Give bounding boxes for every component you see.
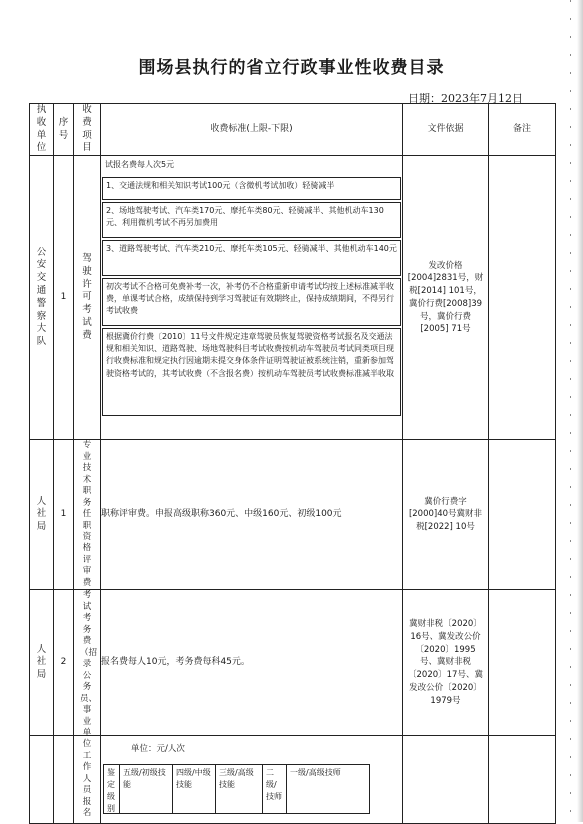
level-3: 三级/高级技能 xyxy=(215,764,263,814)
row-basis: 冀价行费字[2000]40号冀财非税[2022] 10号 xyxy=(403,440,489,590)
row-item: 专业技术职务任职资格评审费 xyxy=(74,440,101,590)
header-standard: 收费标准(上限-下限) xyxy=(101,104,403,156)
table-row xyxy=(30,440,556,590)
header-basis: 文件依据 xyxy=(403,104,489,156)
row-note xyxy=(489,736,556,824)
standard-box-2: 2、场地驾驶考试、汽车类170元、摩托车类80元、轻骑减半、其他机动车130元、利用微机考试不再另加费用 xyxy=(102,202,401,238)
document-date: 日期：2023年7月12日 xyxy=(408,92,523,105)
scan-edge-marks xyxy=(570,0,571,822)
standard-box-5: 根据冀价行费〔2010〕11号文件规定违章驾驶员恢复驾驶资格考试报名及交通法规和相关知识、道路驾驶、场地驾驶科目考试收费按机动车驾驶员考试同类项目现行收费标准和规定执行因逾期未提交身体条件证明驾驶证被系统注销，重新参加驾驶资格考试的，其考试收费（不含报名费）按机动车驾驶员考试收费标准减半收取 xyxy=(102,328,401,416)
level-4: 四级/中级技能 xyxy=(172,764,216,814)
row-standard: 报名费每人10元，考务费每科45元。 xyxy=(101,590,403,736)
table-row xyxy=(30,736,556,824)
table-row xyxy=(30,590,556,736)
row-note xyxy=(489,590,556,736)
fee-catalog-table xyxy=(29,103,556,824)
header-item: 收费项目 xyxy=(74,104,101,156)
level-1: 一级/高级技师 xyxy=(286,764,370,814)
level-label: 鉴定级别 xyxy=(103,764,120,814)
registration-fee-text: 试报名费每人次5元 xyxy=(105,160,175,170)
header-unit: 执收单位 xyxy=(30,104,54,156)
scan-edge-shadow xyxy=(577,0,583,822)
row-standard xyxy=(101,736,403,824)
row-note xyxy=(489,156,556,440)
row-basis: 发改价格[2004]2831号，财税[2014] 101号，冀价行费[2008]39号，冀价行费[2005] 71号 xyxy=(403,156,489,440)
price-unit-label: 单位：元/人次 xyxy=(131,744,185,755)
row-standard xyxy=(101,156,403,440)
standard-box-4: 初次考试不合格可免费补考一次，补考仍不合格重新申请考试均按上述标准减半收费，单课考试合格，成绩保持到学习驾驶证有效期终止，保持成绩期间，不得另行考试收费 xyxy=(102,278,401,326)
table-row xyxy=(30,156,556,440)
table-header-row xyxy=(30,104,556,156)
row-item: 驾驶许可考试费 xyxy=(74,156,101,440)
level-5: 五级/初级技能 xyxy=(119,764,173,814)
row-item: 考试考务费（招录公务员、事业单位工作人员报名 xyxy=(74,590,101,736)
standard-box-3: 3、道路驾驶考试、汽车类210元、摩托车类105元、轻骑减半、其他机动车140元 xyxy=(102,240,401,276)
row-seq: 2 xyxy=(54,590,74,736)
document-title: 围场县执行的省立行政事业性收费目录 xyxy=(138,58,445,78)
standard-box-1: 1、交通法规和相关知识考试100元（含微机考试加收）轻骑减半 xyxy=(102,177,401,200)
row-seq xyxy=(54,736,74,824)
row-seq: 1 xyxy=(54,156,74,440)
header-note: 备注 xyxy=(489,104,556,156)
row-seq: 1 xyxy=(54,440,74,590)
level-2: 二级/技师 xyxy=(262,764,287,814)
row-standard: 职称评审费。申报高级职称360元、中级160元、初级100元 xyxy=(101,440,403,590)
row-unit: 公安交通警察大队 xyxy=(30,156,54,440)
row-unit: 人社局 xyxy=(30,590,54,736)
row-basis xyxy=(403,736,489,824)
row-note xyxy=(489,440,556,590)
row-basis: 冀财非税〔2020〕16号、冀发改公价〔2020〕1995号、冀财非税〔2020〕17号、冀发改公价〔2020〕1979号 xyxy=(403,590,489,736)
row-unit xyxy=(30,736,54,824)
header-seq: 序号 xyxy=(54,104,74,156)
skill-level-row xyxy=(103,764,402,814)
row-unit: 人社局 xyxy=(30,440,54,590)
